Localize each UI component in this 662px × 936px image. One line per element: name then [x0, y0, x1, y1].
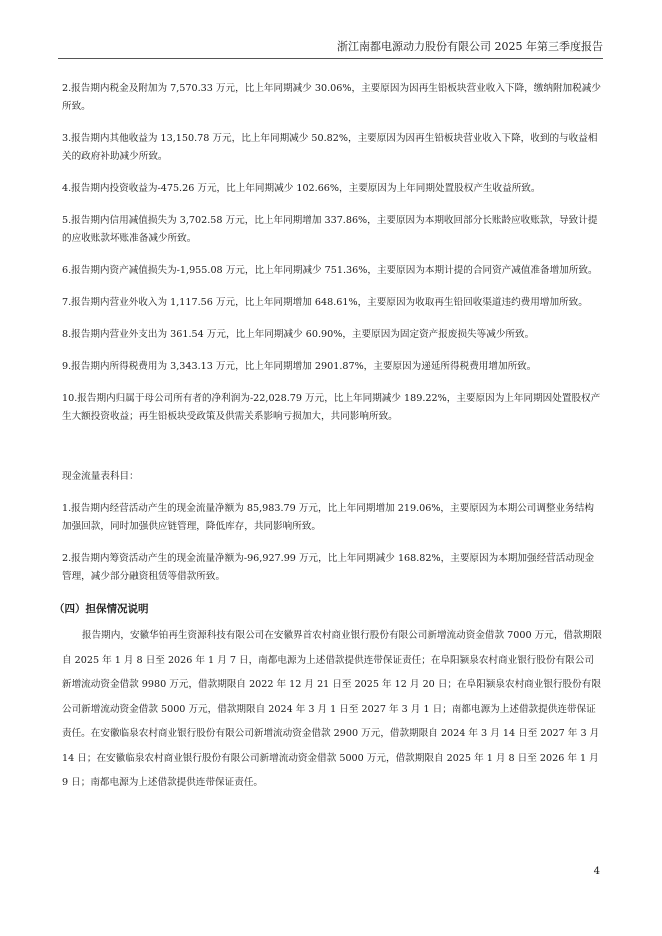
page-number: 4	[593, 866, 600, 877]
cashflow-operating: 1.报告期内经营活动产生的现金流量净额为 85,983.79 万元，比上年同期增加 219.06%，主要原因为本期公司调整业务结构加强回款，同时加强供应链管理，降低库存，共同影响所致。	[62, 503, 594, 532]
paragraph-other-income: 3.报告期内其他收益为 13,150.78 万元，比上年同期减少 50.82%，主要原因为因再生铅板块营业收入下降，收到的与收益相关的政府补助减少所致。	[62, 133, 598, 162]
paragraph-net-profit: 10.报告期内归属于母公司所有者的净利润为-22,028.79 万元，比上年同期减少 189.22%，主要原因为上年同期因处置股权产生大额投资收益；再生铅板块受政策及供需关系影响亏损加大，共同影响所致。	[62, 393, 601, 422]
paragraph-non-operating-income: 7.报告期内营业外收入为 1,117.56 万元，比上年同期增加 648.61%，主要原因为收取再生铅回收渠道违约费用增加所致。	[62, 297, 588, 308]
guarantee-heading: （四）担保情况说明	[54, 603, 149, 615]
paragraph-tax: 2.报告期内税金及附加为 7,570.33 万元，比上年同期减少 30.06%，主要原因为因再生铅板块营业收入下降，缴纳附加税减少所致。	[62, 83, 601, 112]
paragraph-non-operating-expense: 8.报告期内营业外支出为 361.54 万元，比上年同期减少 60.90%，主要原因为固定资产报废损失等减少所致。	[62, 329, 535, 340]
paragraph-credit-impairment: 5.报告期内信用减值损失为 3,702.58 万元，比上年同期增加 337.86%，主要原因为本期收回部分长账龄应收账款，导致计提的应收账款坏账准备减少所致。	[62, 215, 598, 244]
cashflow-title: 现金流量表科目：	[62, 471, 139, 482]
cashflow-financing: 2.报告期内筹资活动产生的现金流量净额为-96,927.99 万元，比上年同期减少 168.82%，主要原因为本期加强经营活动现金管理，减少部分融资租赁等借款所致。	[62, 553, 595, 582]
paragraph-income-tax: 9.报告期内所得税费用为 3,343.13 万元，比上年同期增加 2901.87%，主要原因为递延所得税费用增加所致。	[62, 361, 537, 372]
page-header	[58, 36, 603, 59]
document-body	[54, 80, 602, 796]
guarantee-body: 报告期内，安徽华铂再生资源科技有限公司在安徽界首农村商业银行股份有限公司新增流动资金借款 7000 万元，借款期限自 2025 年 1 月 8 日至 2026 年 1 月 7 日，南都电源为上述借款提供连带保证责任；在阜阳颍泉农村商业银行股份有限公司新增流动资金借款 9980 万元，借款期限自 2022 年 12 月 21 日至 2025 年 12 月 20 日；在阜阳颍泉农村商业银行股份有限公司新增流动资金借款 5000 万元，借款期限自 2024 年 3 月 1 日至 2027 年 3 月 1 日；南都电源为上述借款提供连带保证责任。在安徽临泉农村商业银行股份有限公司新增流动资金借款 2900 万元，借款期限自 2024 年 3 月 14 日至 2027 年 3 月 14 日；在安徽临泉农村商业银行股份有限公司新增流动资金借款 5000 万元，借款期限自 2025 年 1 月 8 日至 2026 年 1 月 9 日；南都电源为上述借款提供连带保证责任。	[62, 630, 602, 788]
header-title: 浙江南都电源动力股份有限公司 2025 年第三季度报告	[337, 40, 603, 53]
paragraph-asset-impairment: 6.报告期内资产减值损失为-1,955.08 万元，比上年同期减少 751.36%，主要原因为本期计提的合同资产减值准备增加所致。	[62, 265, 598, 276]
paragraph-investment-income: 4.报告期内投资收益为-475.26 万元，比上年同期减少 102.66%，主要原因为上年同期处置股权产生收益所致。	[62, 183, 541, 194]
